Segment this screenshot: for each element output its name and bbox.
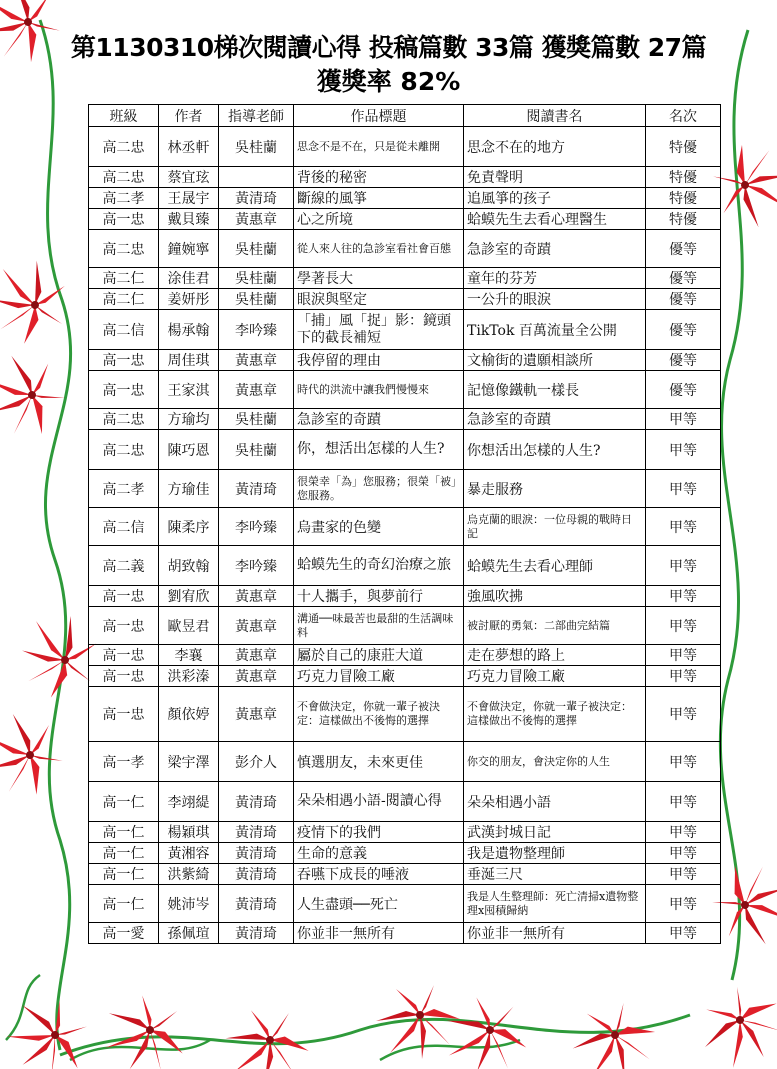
row-work-title: 你，想活出怎樣的人生? (294, 430, 464, 470)
row-work-title: 從人來人往的急診室看社會百態 (294, 230, 464, 268)
row-work-title: 屬於自己的康莊大道 (294, 645, 464, 666)
row-class: 高一仁 (89, 843, 159, 864)
row-book-title: 免責聲明 (464, 167, 646, 188)
row-author: 王晟宇 (159, 188, 219, 209)
row-author: 蔡宜玹 (159, 167, 219, 188)
table-row (89, 546, 721, 586)
table-row (89, 470, 721, 508)
header-author: 作者 (159, 105, 219, 127)
table-row (89, 666, 721, 687)
table-row (89, 289, 721, 310)
table-row (89, 607, 721, 645)
row-book-title: TikTok 百萬流量全公開 (464, 310, 646, 350)
row-teacher: 黃清琦 (219, 843, 294, 864)
row-class: 高一忠 (89, 350, 159, 371)
row-teacher: 吳桂蘭 (219, 230, 294, 268)
table-row (89, 885, 721, 923)
row-work-title: 很榮幸「為」您服務；很榮「被」您服務。 (294, 470, 464, 508)
table-row (89, 843, 721, 864)
header-work-title: 作品標題 (294, 105, 464, 127)
row-author: 王家淇 (159, 371, 219, 409)
row-teacher: 李吟臻 (219, 546, 294, 586)
row-teacher: 黃惠章 (219, 666, 294, 687)
row-work-title: 十人攜手，與夢前行 (294, 586, 464, 607)
row-class: 高二孝 (89, 470, 159, 508)
row-work-title: 「捕」風「捉」影：鏡頭下的截長補短 (294, 310, 464, 350)
row-teacher: 黃清琦 (219, 782, 294, 822)
row-work-title: 人生盡頭──死亡 (294, 885, 464, 923)
row-book-title: 走在夢想的路上 (464, 645, 646, 666)
row-work-title: 學著長大 (294, 268, 464, 289)
row-book-title: 你並非一無所有 (464, 923, 646, 944)
table-row (89, 167, 721, 188)
row-book-title: 思念不在的地方 (464, 127, 646, 167)
row-work-title: 你並非一無所有 (294, 923, 464, 944)
row-author: 楊穎琪 (159, 822, 219, 843)
row-class: 高二孝 (89, 188, 159, 209)
row-teacher: 黃惠章 (219, 350, 294, 371)
row-author: 黃湘容 (159, 843, 219, 864)
row-teacher: 黃惠章 (219, 586, 294, 607)
row-author: 梁宇澤 (159, 742, 219, 782)
row-author: 陳柔序 (159, 508, 219, 546)
row-rank: 優等 (646, 350, 721, 371)
row-author: 李翊緹 (159, 782, 219, 822)
row-rank: 甲等 (646, 409, 721, 430)
row-teacher: 黃惠章 (219, 209, 294, 230)
row-book-title: 我是遺物整理師 (464, 843, 646, 864)
row-rank: 優等 (646, 268, 721, 289)
row-teacher: 吳桂蘭 (219, 409, 294, 430)
row-rank: 甲等 (646, 843, 721, 864)
row-work-title: 背後的秘密 (294, 167, 464, 188)
row-rank: 甲等 (646, 864, 721, 885)
row-rank: 甲等 (646, 645, 721, 666)
row-teacher: 吳桂蘭 (219, 289, 294, 310)
row-rank: 甲等 (646, 782, 721, 822)
row-rank: 甲等 (646, 470, 721, 508)
row-class: 高二忠 (89, 167, 159, 188)
row-rank: 甲等 (646, 687, 721, 742)
header-book-title: 閱讀書名 (464, 105, 646, 127)
table-row (89, 508, 721, 546)
row-rank: 優等 (646, 371, 721, 409)
row-class: 高一仁 (89, 864, 159, 885)
row-rank: 甲等 (646, 885, 721, 923)
row-author: 方瑜佳 (159, 470, 219, 508)
page-title: 第1130310梯次閱讀心得 投稿篇數 33篇 獲獎篇數 27篇 (70, 33, 707, 62)
row-rank: 甲等 (646, 742, 721, 782)
row-work-title: 慎選朋友，未來更佳 (294, 742, 464, 782)
row-author: 洪彩溱 (159, 666, 219, 687)
row-teacher: 黃惠章 (219, 645, 294, 666)
award-table (88, 104, 721, 944)
row-book-title: 不會做決定，你就一輩子被決定：這樣做出不後悔的選擇 (464, 687, 646, 742)
table-row (89, 230, 721, 268)
row-author: 李襄 (159, 645, 219, 666)
row-class: 高一忠 (89, 666, 159, 687)
row-class: 高二義 (89, 546, 159, 586)
row-rank: 甲等 (646, 546, 721, 586)
header-class: 班級 (89, 105, 159, 127)
row-work-title: 蛤蟆先生的奇幻治療之旅 (294, 546, 464, 586)
row-work-title: 斷線的風箏 (294, 188, 464, 209)
table-row (89, 409, 721, 430)
row-work-title: 我停留的理由 (294, 350, 464, 371)
row-book-title: 文榆街的遺願相談所 (464, 350, 646, 371)
row-author: 周佳琪 (159, 350, 219, 371)
header-rank: 名次 (646, 105, 721, 127)
row-book-title: 一公升的眼淚 (464, 289, 646, 310)
row-work-title: 不會做決定，你就一輩子被決定：這樣做出不後悔的選擇 (294, 687, 464, 742)
row-work-title: 溝通──味最苦也最甜的生活調味料 (294, 607, 464, 645)
row-class: 高一愛 (89, 923, 159, 944)
row-book-title: 蛤蟆先生去看心理醫生 (464, 209, 646, 230)
row-teacher: 彭介人 (219, 742, 294, 782)
row-class: 高二信 (89, 508, 159, 546)
row-class: 高一孝 (89, 742, 159, 782)
row-author: 顏依婷 (159, 687, 219, 742)
row-book-title: 武漢封城日記 (464, 822, 646, 843)
row-work-title: 朵朵相遇小語-閱讀心得 (294, 782, 464, 822)
table-row (89, 430, 721, 470)
table-row (89, 209, 721, 230)
row-class: 高二忠 (89, 430, 159, 470)
row-author: 歐昱君 (159, 607, 219, 645)
row-teacher: 黃清琦 (219, 864, 294, 885)
row-class: 高二忠 (89, 127, 159, 167)
table-row (89, 268, 721, 289)
row-class: 高一忠 (89, 645, 159, 666)
row-class: 高一仁 (89, 885, 159, 923)
row-author: 孫佩瑄 (159, 923, 219, 944)
row-rank: 甲等 (646, 430, 721, 470)
row-rank: 甲等 (646, 923, 721, 944)
row-teacher: 黃惠章 (219, 607, 294, 645)
row-teacher: 黃清琦 (219, 822, 294, 843)
row-book-title: 垂涎三尺 (464, 864, 646, 885)
row-author: 洪紫綺 (159, 864, 219, 885)
row-rank: 特優 (646, 209, 721, 230)
row-work-title: 巧克力冒險工廠 (294, 666, 464, 687)
row-book-title: 記憶像鐵軌一樣長 (464, 371, 646, 409)
row-class: 高二仁 (89, 289, 159, 310)
row-teacher: 吳桂蘭 (219, 430, 294, 470)
row-work-title: 思念不是不在，只是從未離開 (294, 127, 464, 167)
table-row (89, 687, 721, 742)
row-author: 林丞軒 (159, 127, 219, 167)
row-class: 高二忠 (89, 409, 159, 430)
row-rank: 甲等 (646, 666, 721, 687)
row-rank: 特優 (646, 188, 721, 209)
row-rank: 甲等 (646, 586, 721, 607)
row-author: 劉宥欣 (159, 586, 219, 607)
table-row (89, 923, 721, 944)
table-row (89, 586, 721, 607)
row-work-title: 烏畫家的色變 (294, 508, 464, 546)
table-header-row (89, 105, 721, 127)
row-book-title: 暴走服務 (464, 470, 646, 508)
row-class: 高一忠 (89, 607, 159, 645)
row-class: 高一忠 (89, 209, 159, 230)
row-book-title: 強風吹拂 (464, 586, 646, 607)
row-work-title: 疫情下的我們 (294, 822, 464, 843)
table-row (89, 645, 721, 666)
row-book-title: 你想活出怎樣的人生? (464, 430, 646, 470)
row-teacher: 黃清琦 (219, 923, 294, 944)
row-teacher: 吳桂蘭 (219, 268, 294, 289)
row-teacher: 黃清琦 (219, 885, 294, 923)
row-book-title: 你交的朋友，會決定你的人生 (464, 742, 646, 782)
row-rank: 優等 (646, 310, 721, 350)
row-author: 戴貝臻 (159, 209, 219, 230)
row-rank: 甲等 (646, 607, 721, 645)
row-teacher: 黃清琦 (219, 188, 294, 209)
row-rank: 優等 (646, 289, 721, 310)
table-row (89, 310, 721, 350)
award-rate-subtitle: 獲獎率 82% (316, 67, 461, 96)
row-rank: 甲等 (646, 508, 721, 546)
table-row (89, 371, 721, 409)
row-class: 高一仁 (89, 782, 159, 822)
row-author: 涂佳君 (159, 268, 219, 289)
row-work-title: 生命的意義 (294, 843, 464, 864)
row-author: 姚沛岑 (159, 885, 219, 923)
table-row (89, 350, 721, 371)
row-book-title: 追風箏的孩子 (464, 188, 646, 209)
table-row (89, 127, 721, 167)
row-book-title: 朵朵相遇小語 (464, 782, 646, 822)
row-class: 高一忠 (89, 371, 159, 409)
row-book-title: 巧克力冒險工廠 (464, 666, 646, 687)
row-class: 高二信 (89, 310, 159, 350)
row-teacher: 黃惠章 (219, 687, 294, 742)
row-work-title: 心之所境 (294, 209, 464, 230)
row-work-title: 時代的洪流中讓我們慢慢來 (294, 371, 464, 409)
row-teacher: 李吟臻 (219, 508, 294, 546)
row-rank: 甲等 (646, 822, 721, 843)
row-rank: 特優 (646, 127, 721, 167)
row-teacher: 李吟臻 (219, 310, 294, 350)
row-author: 方瑜均 (159, 409, 219, 430)
row-book-title: 急診室的奇蹟 (464, 409, 646, 430)
row-class: 高一忠 (89, 586, 159, 607)
row-work-title: 眼淚與堅定 (294, 289, 464, 310)
table-row (89, 822, 721, 843)
row-book-title: 蛤蟆先生去看心理師 (464, 546, 646, 586)
table-row (89, 188, 721, 209)
row-book-title: 烏克蘭的眼淚：一位母親的戰時日記 (464, 508, 646, 546)
row-book-title: 童年的芬芳 (464, 268, 646, 289)
table-row (89, 864, 721, 885)
header-teacher: 指導老師 (219, 105, 294, 127)
row-teacher: 吳桂蘭 (219, 127, 294, 167)
row-author: 姜妍彤 (159, 289, 219, 310)
row-work-title: 急診室的奇蹟 (294, 409, 464, 430)
table-row (89, 782, 721, 822)
row-class: 高二仁 (89, 268, 159, 289)
row-author: 鐘婉寧 (159, 230, 219, 268)
row-work-title: 吞嚥下成長的唾液 (294, 864, 464, 885)
row-author: 陳巧恩 (159, 430, 219, 470)
row-book-title: 被討厭的勇氣：二部曲完結篇 (464, 607, 646, 645)
row-teacher (219, 167, 294, 188)
row-class: 高一忠 (89, 687, 159, 742)
row-book-title: 我是人生整理師：死亡清掃x遺物整理x囤積歸納 (464, 885, 646, 923)
row-author: 胡致翰 (159, 546, 219, 586)
table-row (89, 742, 721, 782)
row-rank: 優等 (646, 230, 721, 268)
row-teacher: 黃清琦 (219, 470, 294, 508)
row-book-title: 急診室的奇蹟 (464, 230, 646, 268)
row-teacher: 黃惠章 (219, 371, 294, 409)
row-rank: 特優 (646, 167, 721, 188)
row-class: 高二忠 (89, 230, 159, 268)
row-class: 高一仁 (89, 822, 159, 843)
row-author: 楊承翰 (159, 310, 219, 350)
